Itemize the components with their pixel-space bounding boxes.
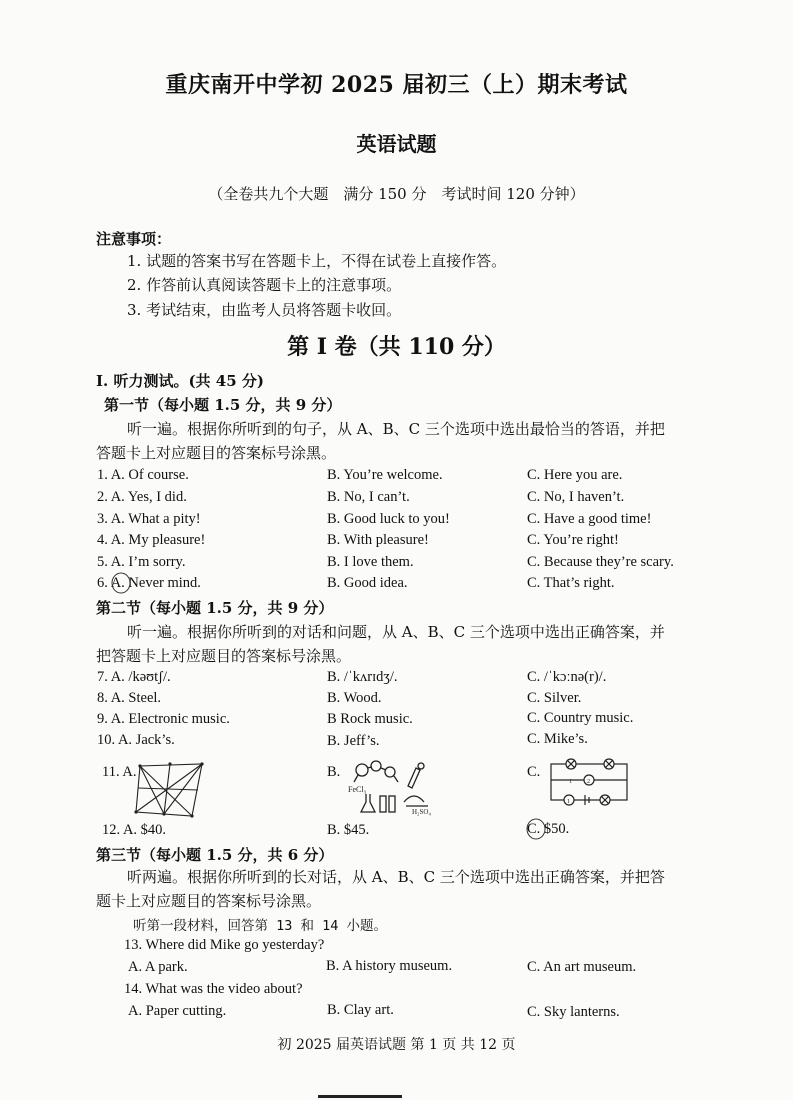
- q5-option-b: B. I love them.: [327, 554, 414, 570]
- q14-option-a: A. Paper cutting.: [128, 1003, 227, 1019]
- q13-option-b: B. A history museum.: [326, 958, 453, 974]
- geometry-figure-icon: [132, 758, 210, 820]
- q11-label-b: B.: [327, 764, 341, 780]
- q5-option-a: 5. A. I’m sorry.: [97, 554, 186, 570]
- q9-option-b: B Rock music.: [327, 711, 413, 727]
- q11-label-c: C.: [527, 764, 541, 780]
- q4-option-b: B. With pleasure!: [327, 532, 429, 548]
- notice-item: 1. 试题的答案书写在答题卡上，不得在试卷上直接作答。: [127, 252, 507, 270]
- scan-edge-mark: [318, 1095, 402, 1098]
- q7-option-b: B. /ˈkʌrɪdʒ/.: [327, 669, 398, 685]
- section1-heading: 第一节（每小题 1.5 分，共 9 分）: [104, 396, 342, 414]
- svg-text:H₂SO₄: H₂SO₄: [412, 808, 431, 816]
- q5-option-c: C. Because they’re scary.: [527, 554, 674, 570]
- q13-stem: 13. Where did Mike go yesterday?: [124, 937, 325, 953]
- chemistry-lab-icon: [346, 756, 438, 818]
- svg-text:FeCl₃: FeCl₃: [348, 785, 367, 794]
- section1-instruction: 答题卡上对应题目的答案标号涂黑。: [96, 444, 337, 462]
- q7-option-a: 7. A. /kəʊtʃ/.: [97, 669, 171, 685]
- q2-option-c: C. No, I haven’t.: [527, 489, 625, 505]
- notice-item: 3. 考试结束，由监考人员将答题卡收回。: [127, 301, 402, 319]
- q12-option-a: 12. A. $40.: [102, 822, 167, 838]
- exam-info: （全卷共九个大题 满分 150 分 考试时间 120 分钟）: [208, 185, 585, 203]
- svg-text:1: 1: [569, 779, 572, 785]
- pen-circle-mark: [110, 571, 132, 595]
- q8-option-a: 8. A. Steel.: [97, 690, 162, 706]
- circuit-diagram-icon: [545, 752, 631, 806]
- q1-option-b: B. You’re welcome.: [327, 467, 443, 483]
- q14-stem: 14. What was the video about?: [124, 981, 303, 997]
- volume-heading: 第 I 卷（共 110 分）: [287, 334, 506, 360]
- section2-instruction: 听一遍。根据你所听到的对话和问题，从 A、B、C 三个选项中选出正确答案，并: [127, 623, 665, 641]
- pen-circle-mark: [524, 817, 548, 841]
- q12-option-c: C. $50.: [527, 821, 570, 837]
- q8-option-b: B. Wood.: [327, 690, 382, 706]
- q3-option-a: 3. A. What a pity!: [97, 511, 201, 527]
- q3-option-c: C. Have a good time!: [527, 511, 652, 527]
- q6-option-c: C. That’s right.: [527, 575, 615, 591]
- q2-option-b: B. No, I can’t.: [327, 489, 410, 505]
- q10-option-c: C. Mike’s.: [527, 731, 588, 747]
- q2-option-a: 2. A. Yes, I did.: [97, 489, 187, 505]
- material-note: 听第一段材料，回答第 13 和 14 小题。: [133, 918, 388, 934]
- q7-option-c: C. /ˈkɔːnə(r)/.: [527, 669, 607, 685]
- q9-option-a: 9. A. Electronic music.: [97, 711, 230, 727]
- q4-option-c: C. You’re right!: [527, 532, 619, 548]
- q10-option-b: B. Jeff’s.: [327, 733, 380, 749]
- section2-heading: 第二节（每小题 1.5 分，共 9 分）: [96, 599, 334, 617]
- q13-option-c: C. An art museum.: [527, 959, 637, 975]
- notice-item: 2. 作答前认真阅读答题卡上的注意事项。: [127, 276, 402, 294]
- q1-option-c: C. Here you are.: [527, 467, 623, 483]
- q1-option-a: 1. A. Of course.: [97, 467, 189, 483]
- section3-instruction: 题卡上对应题目的答案标号涂黑。: [96, 892, 322, 910]
- section2-instruction: 把答题卡上对应题目的答案标号涂黑。: [96, 647, 352, 665]
- exam-title: 重庆南开中学初 2025 届初三（上）期末考试: [165, 72, 628, 98]
- q14-option-c: C. Sky lanterns.: [527, 1004, 620, 1020]
- q11-label-a: 11. A.: [102, 764, 137, 780]
- q6-option-b: B. Good idea.: [327, 575, 408, 591]
- section3-heading: 第三节（每小题 1.5 分，共 6 分）: [96, 846, 334, 864]
- svg-text:2: 2: [587, 779, 590, 785]
- q8-option-c: C. Silver.: [527, 690, 582, 706]
- section1-instruction: 听一遍。根据你所听到的句子，从 A、B、C 三个选项中选出最恰当的答语，并把: [127, 420, 665, 438]
- page-footer: 初 2025 届英语试题 第 1 页 共 12 页: [277, 1037, 516, 1053]
- svg-text:1: 1: [567, 799, 570, 805]
- exam-subject: 英语试题: [356, 132, 437, 156]
- section3-instruction: 听两遍。根据你所听到的长对话，从 A、B、C 三个选项中选出正确答案，并把答: [127, 868, 665, 886]
- q9-option-c: C. Country music.: [527, 710, 634, 726]
- q13-option-a: A. A park.: [128, 959, 188, 975]
- q14-option-b: B. Clay art.: [327, 1002, 394, 1018]
- q6-option-a: 6. A. Never mind.: [97, 575, 201, 591]
- q10-option-a: 10. A. Jack’s.: [97, 732, 175, 748]
- q12-option-b: B. $45.: [327, 822, 370, 838]
- part1-heading: I. 听力测试。(共 45 分): [96, 372, 264, 390]
- notice-heading: 注意事项：: [96, 230, 172, 248]
- q3-option-b: B. Good luck to you!: [327, 511, 450, 527]
- q4-option-a: 4. A. My pleasure!: [97, 532, 206, 548]
